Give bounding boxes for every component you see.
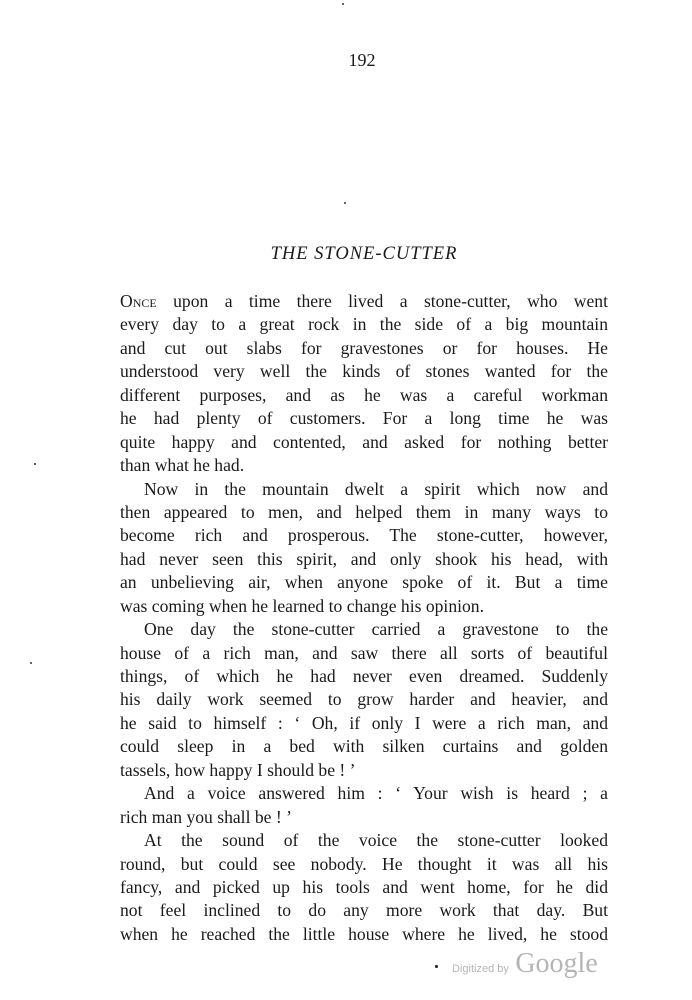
text-line: quite happy and contented, and asked for nothing better: [120, 431, 608, 452]
text-line: his daily work seemed to grow harder and heavier, and: [120, 689, 608, 710]
text-line: than what he had.: [120, 455, 245, 476]
scan-speck: [435, 965, 438, 968]
line-text: upon a time there lived a stone-cutter, who went: [156, 291, 608, 311]
page-number: 192: [348, 50, 376, 70]
drop-word: Once: [120, 291, 157, 311]
text-line: when he reached the little house where he lived, he stood: [120, 923, 608, 944]
text-line: not feel inclined to do any more work that day. But: [120, 900, 608, 921]
watermark-brand: Google: [515, 948, 598, 979]
text-line: every day to a great rock in the side of a big mountain: [120, 314, 608, 335]
text-line: become rich and prosperous. The stone-cutter, however,: [120, 525, 608, 546]
text-line: he had plenty of customers. For a long time he was: [120, 408, 608, 429]
scan-speck: [30, 662, 32, 664]
chapter-title: THE STONE-CUTTER: [270, 244, 458, 264]
text-line: and cut out slabs for gravestones or for houses. He: [120, 337, 608, 358]
scan-speck: [342, 3, 344, 5]
digitized-by-google-watermark: [452, 948, 598, 980]
text-line: tassels, how happy I should be ! ’: [120, 759, 356, 780]
text-line: different purposes, and as he was a careful workman: [120, 384, 608, 405]
text-line: could sleep in a bed with silken curtains and golden: [120, 736, 608, 757]
text-line: understood very well the kinds of stones wanted for the: [120, 361, 608, 382]
text-line: And a voice answered him : ‘ Your wish is heard ; a: [144, 783, 608, 804]
text-line: he said to himself : ‘ Oh, if only I were a rich man, and: [120, 712, 608, 733]
scan-speck: [34, 463, 36, 465]
scan-speck: [344, 202, 346, 204]
text-line: Now in the mountain dwelt a spirit which now and: [144, 478, 608, 499]
text-line: things, of which he had never even dreamed. Suddenly: [120, 666, 608, 686]
text-line: an unbelieving air, when anyone spoke of it. But a time: [120, 572, 608, 593]
text-line: rich man you shall be ! ’: [120, 806, 292, 827]
text-line: One day the stone-cutter carried a gravestone to the: [144, 619, 608, 640]
text-line: fancy, and picked up his tools and went home, for he did: [120, 876, 608, 897]
text-line: had never seen this spirit, and only shook his head, with: [120, 548, 608, 569]
text-line: house of a rich man, and saw there all sorts of beautiful: [120, 642, 608, 663]
text-line: At the sound of the voice the stone-cutter looked: [144, 830, 608, 851]
body-text: [120, 290, 608, 946]
text-line: then appeared to men, and helped them in many ways to: [120, 501, 608, 522]
watermark-prefix: Digitized by: [452, 963, 509, 975]
text-line: was coming when he learned to change his opinion.: [120, 595, 484, 616]
text-line: [120, 290, 608, 313]
text-line: round, but could see nobody. He thought it was all his: [120, 853, 608, 874]
